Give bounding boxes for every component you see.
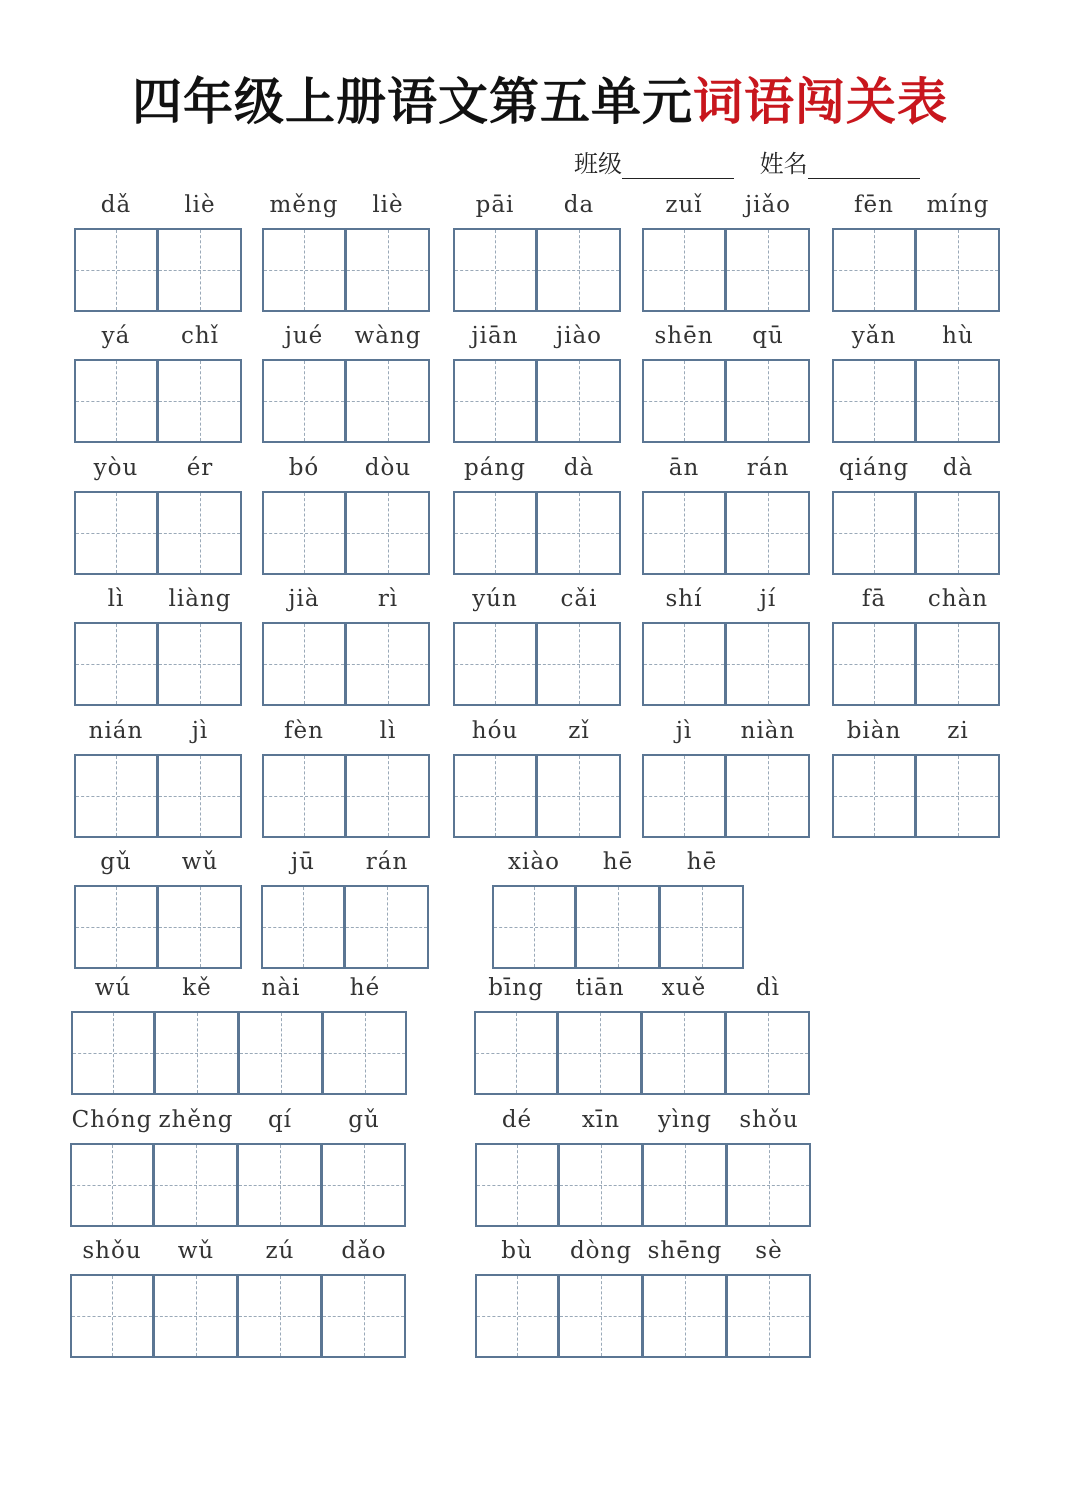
- pinyin: zuǐ: [665, 192, 703, 218]
- pinyin: zú: [265, 1238, 295, 1264]
- tianzige-cell[interactable]: [576, 885, 660, 969]
- pinyin: qí: [267, 1107, 293, 1133]
- tianzige-cell[interactable]: [642, 1011, 726, 1095]
- writing-boxes: [642, 491, 810, 575]
- tianzige-cell[interactable]: [453, 754, 537, 838]
- pinyin: wú: [94, 975, 132, 1001]
- writing-boxes: [475, 1274, 811, 1358]
- writing-boxes: [642, 359, 810, 443]
- pinyin: jià: [288, 586, 320, 612]
- tianzige-cell[interactable]: [70, 1274, 154, 1358]
- writing-boxes: [262, 491, 430, 575]
- writing-boxes: [474, 1011, 810, 1095]
- tianzige-cell[interactable]: [726, 1011, 810, 1095]
- tianzige-cell[interactable]: [558, 1011, 642, 1095]
- tianzige-cell[interactable]: [322, 1143, 406, 1227]
- pinyin: jì: [191, 718, 209, 744]
- pinyin: yǎn: [851, 323, 897, 349]
- tianzige-cell[interactable]: [262, 622, 346, 706]
- tianzige-cell[interactable]: [262, 359, 346, 443]
- writing-boxes: [832, 228, 1000, 312]
- tianzige-cell[interactable]: [492, 885, 576, 969]
- pinyin: hóu: [471, 718, 519, 744]
- pinyin: fā: [861, 586, 887, 612]
- pinyin: bù: [501, 1238, 533, 1264]
- tianzige-cell[interactable]: [453, 359, 537, 443]
- pinyin: shēng: [647, 1238, 723, 1264]
- tianzige-cell[interactable]: [154, 1274, 238, 1358]
- pinyin: chǐ: [180, 323, 220, 349]
- tianzige-cell[interactable]: [660, 885, 744, 969]
- writing-boxes: [74, 359, 242, 443]
- tianzige-cell[interactable]: [453, 228, 537, 312]
- tianzige-cell[interactable]: [643, 1274, 727, 1358]
- pinyin: dé: [501, 1107, 533, 1133]
- tianzige-cell[interactable]: [346, 359, 430, 443]
- pinyin: kě: [182, 975, 212, 1001]
- pinyin: jì: [675, 718, 693, 744]
- tianzige-cell[interactable]: [642, 359, 726, 443]
- tianzige-cell[interactable]: [158, 622, 242, 706]
- name-label: 姓名: [759, 150, 808, 178]
- tianzige-cell[interactable]: [155, 1011, 239, 1095]
- tianzige-cell[interactable]: [346, 491, 430, 575]
- pinyin: hù: [942, 323, 974, 349]
- pinyin: yìng: [658, 1107, 712, 1133]
- writing-boxes: [453, 228, 621, 312]
- pinyin: dǎo: [341, 1238, 387, 1264]
- tianzige-cell[interactable]: [916, 228, 1000, 312]
- writing-boxes: [453, 359, 621, 443]
- pinyin: jiǎo: [744, 192, 792, 218]
- tianzige-cell[interactable]: [70, 1143, 154, 1227]
- pinyin: lì: [379, 718, 397, 744]
- pinyin: jū: [291, 849, 315, 875]
- writing-boxes: [642, 228, 810, 312]
- pinyin: sè: [755, 1238, 783, 1264]
- writing-boxes: [832, 491, 1000, 575]
- pinyin: nài: [261, 975, 301, 1001]
- pinyin: shǒu: [82, 1238, 142, 1264]
- writing-boxes: [74, 885, 242, 969]
- tianzige-cell[interactable]: [74, 622, 158, 706]
- tianzige-cell[interactable]: [74, 359, 158, 443]
- pinyin: biàn: [846, 718, 902, 744]
- pinyin: da: [563, 192, 595, 218]
- tianzige-cell[interactable]: [74, 228, 158, 312]
- tianzige-cell[interactable]: [453, 491, 537, 575]
- pinyin: shēn: [654, 323, 714, 349]
- pinyin: měng: [269, 192, 339, 218]
- tianzige-cell[interactable]: [832, 228, 916, 312]
- pinyin: jí: [759, 586, 777, 612]
- tianzige-cell[interactable]: [158, 359, 242, 443]
- tianzige-cell[interactable]: [74, 754, 158, 838]
- tianzige-cell[interactable]: [916, 491, 1000, 575]
- tianzige-cell[interactable]: [537, 228, 621, 312]
- tianzige-cell[interactable]: [346, 228, 430, 312]
- writing-boxes: [74, 622, 242, 706]
- writing-boxes: [71, 1011, 407, 1095]
- pinyin: liàng: [168, 586, 232, 612]
- tianzige-cell[interactable]: [74, 491, 158, 575]
- writing-boxes: [70, 1143, 406, 1227]
- pinyin: xiào: [508, 849, 560, 875]
- title-red: 词语闯关表: [693, 73, 948, 131]
- writing-boxes: [74, 491, 242, 575]
- pinyin: liè: [372, 192, 404, 218]
- pinyin: pāi: [475, 192, 515, 218]
- page-title: [0, 62, 1080, 134]
- tianzige-cell[interactable]: [916, 359, 1000, 443]
- tianzige-cell[interactable]: [238, 1143, 322, 1227]
- writing-boxes: [453, 622, 621, 706]
- pinyin: jiān: [471, 323, 519, 349]
- tianzige-cell[interactable]: [832, 754, 916, 838]
- tianzige-cell[interactable]: [158, 754, 242, 838]
- tianzige-cell[interactable]: [262, 491, 346, 575]
- tianzige-cell[interactable]: [726, 491, 810, 575]
- pinyin: wǔ: [181, 849, 219, 875]
- tianzige-cell[interactable]: [323, 1011, 407, 1095]
- pinyin: jiào: [555, 323, 603, 349]
- writing-boxes: [261, 885, 429, 969]
- pinyin: wàng: [354, 323, 422, 349]
- tianzige-cell[interactable]: [475, 1274, 559, 1358]
- pinyin: gǔ: [348, 1107, 380, 1133]
- pinyin: fēn: [854, 192, 894, 218]
- pinyin: hē: [602, 849, 634, 875]
- pinyin: yòu: [93, 455, 139, 481]
- pinyin: niàn: [740, 718, 796, 744]
- pinyin: dà: [942, 455, 974, 481]
- tianzige-cell[interactable]: [832, 359, 916, 443]
- tianzige-cell[interactable]: [261, 885, 345, 969]
- pinyin: yún: [472, 586, 518, 612]
- writing-boxes: [262, 359, 430, 443]
- class-label: 班级: [574, 150, 622, 178]
- title-black: 四年级上册语文第五单元: [132, 73, 693, 131]
- tianzige-cell[interactable]: [642, 622, 726, 706]
- pinyin: chàn: [927, 586, 989, 612]
- tianzige-cell[interactable]: [559, 1274, 643, 1358]
- tianzige-cell[interactable]: [537, 359, 621, 443]
- pinyin: liè: [184, 192, 216, 218]
- pinyin: páng: [464, 455, 526, 481]
- tianzige-cell[interactable]: [474, 1011, 558, 1095]
- pinyin: rì: [377, 586, 399, 612]
- student-info: [574, 144, 920, 179]
- writing-boxes: [832, 754, 1000, 838]
- writing-boxes: [642, 622, 810, 706]
- pinyin: jué: [284, 323, 324, 349]
- pinyin: fèn: [284, 718, 324, 744]
- tianzige-cell[interactable]: [158, 491, 242, 575]
- pinyin: ān: [668, 455, 700, 481]
- tianzige-cell[interactable]: [916, 622, 1000, 706]
- pinyin: xuě: [661, 975, 707, 1001]
- tianzige-cell[interactable]: [239, 1011, 323, 1095]
- tianzige-cell[interactable]: [726, 228, 810, 312]
- pinyin: hē: [686, 849, 718, 875]
- tianzige-cell[interactable]: [74, 885, 158, 969]
- tianzige-cell[interactable]: [559, 1143, 643, 1227]
- tianzige-cell[interactable]: [537, 622, 621, 706]
- pinyin: shǒu: [739, 1107, 799, 1133]
- writing-boxes: [262, 228, 430, 312]
- tianzige-cell[interactable]: [537, 491, 621, 575]
- pinyin: zhěng: [158, 1107, 234, 1133]
- pinyin: dòu: [364, 455, 412, 481]
- writing-boxes: [642, 754, 810, 838]
- writing-boxes: [475, 1143, 811, 1227]
- pinyin: qiáng: [838, 455, 910, 481]
- pinyin: dì: [755, 975, 781, 1001]
- pinyin: cǎi: [560, 586, 598, 612]
- writing-boxes: [453, 754, 621, 838]
- pinyin: tiān: [575, 975, 625, 1001]
- pinyin: xīn: [581, 1107, 621, 1133]
- pinyin: Chóng: [71, 1107, 153, 1133]
- tianzige-cell[interactable]: [832, 622, 916, 706]
- tianzige-cell[interactable]: [346, 622, 430, 706]
- pinyin: dòng: [569, 1238, 633, 1264]
- pinyin: zǐ: [568, 718, 590, 744]
- pinyin: hé: [349, 975, 381, 1001]
- pinyin: zi: [947, 718, 969, 744]
- tianzige-cell[interactable]: [727, 1143, 811, 1227]
- tianzige-cell[interactable]: [832, 491, 916, 575]
- pinyin: rán: [746, 455, 790, 481]
- pinyin: bó: [288, 455, 320, 481]
- tianzige-cell[interactable]: [727, 1274, 811, 1358]
- tianzige-cell[interactable]: [642, 754, 726, 838]
- pinyin: nián: [88, 718, 144, 744]
- tianzige-cell[interactable]: [453, 622, 537, 706]
- pinyin: bīng: [488, 975, 544, 1001]
- tianzige-cell[interactable]: [346, 754, 430, 838]
- tianzige-cell[interactable]: [726, 622, 810, 706]
- writing-boxes: [832, 622, 1000, 706]
- pinyin: gǔ: [100, 849, 132, 875]
- writing-boxes: [70, 1274, 406, 1358]
- writing-boxes: [262, 754, 430, 838]
- class-blank[interactable]: [622, 154, 734, 179]
- tianzige-cell[interactable]: [158, 885, 242, 969]
- tianzige-cell[interactable]: [71, 1011, 155, 1095]
- writing-boxes: [492, 885, 744, 969]
- writing-boxes: [74, 228, 242, 312]
- tianzige-cell[interactable]: [158, 228, 242, 312]
- pinyin: shí: [665, 586, 703, 612]
- tianzige-cell[interactable]: [262, 754, 346, 838]
- tianzige-cell[interactable]: [154, 1143, 238, 1227]
- pinyin: míng: [926, 192, 990, 218]
- pinyin: qū: [752, 323, 784, 349]
- tianzige-cell[interactable]: [642, 491, 726, 575]
- tianzige-cell[interactable]: [262, 228, 346, 312]
- writing-boxes: [74, 754, 242, 838]
- writing-boxes: [832, 359, 1000, 443]
- tianzige-cell[interactable]: [345, 885, 429, 969]
- tianzige-cell[interactable]: [726, 359, 810, 443]
- tianzige-cell[interactable]: [916, 754, 1000, 838]
- pinyin: dà: [563, 455, 595, 481]
- pinyin: dǎ: [100, 192, 132, 218]
- tianzige-cell[interactable]: [238, 1274, 322, 1358]
- writing-boxes: [262, 622, 430, 706]
- pinyin: ér: [186, 455, 214, 481]
- tianzige-cell[interactable]: [322, 1274, 406, 1358]
- writing-boxes: [453, 491, 621, 575]
- name-blank[interactable]: [808, 154, 920, 179]
- tianzige-cell[interactable]: [475, 1143, 559, 1227]
- pinyin: lì: [107, 586, 125, 612]
- pinyin: rán: [365, 849, 409, 875]
- tianzige-cell[interactable]: [643, 1143, 727, 1227]
- tianzige-cell[interactable]: [726, 754, 810, 838]
- pinyin: wǔ: [177, 1238, 215, 1264]
- tianzige-cell[interactable]: [642, 228, 726, 312]
- pinyin: yá: [101, 323, 131, 349]
- tianzige-cell[interactable]: [537, 754, 621, 838]
